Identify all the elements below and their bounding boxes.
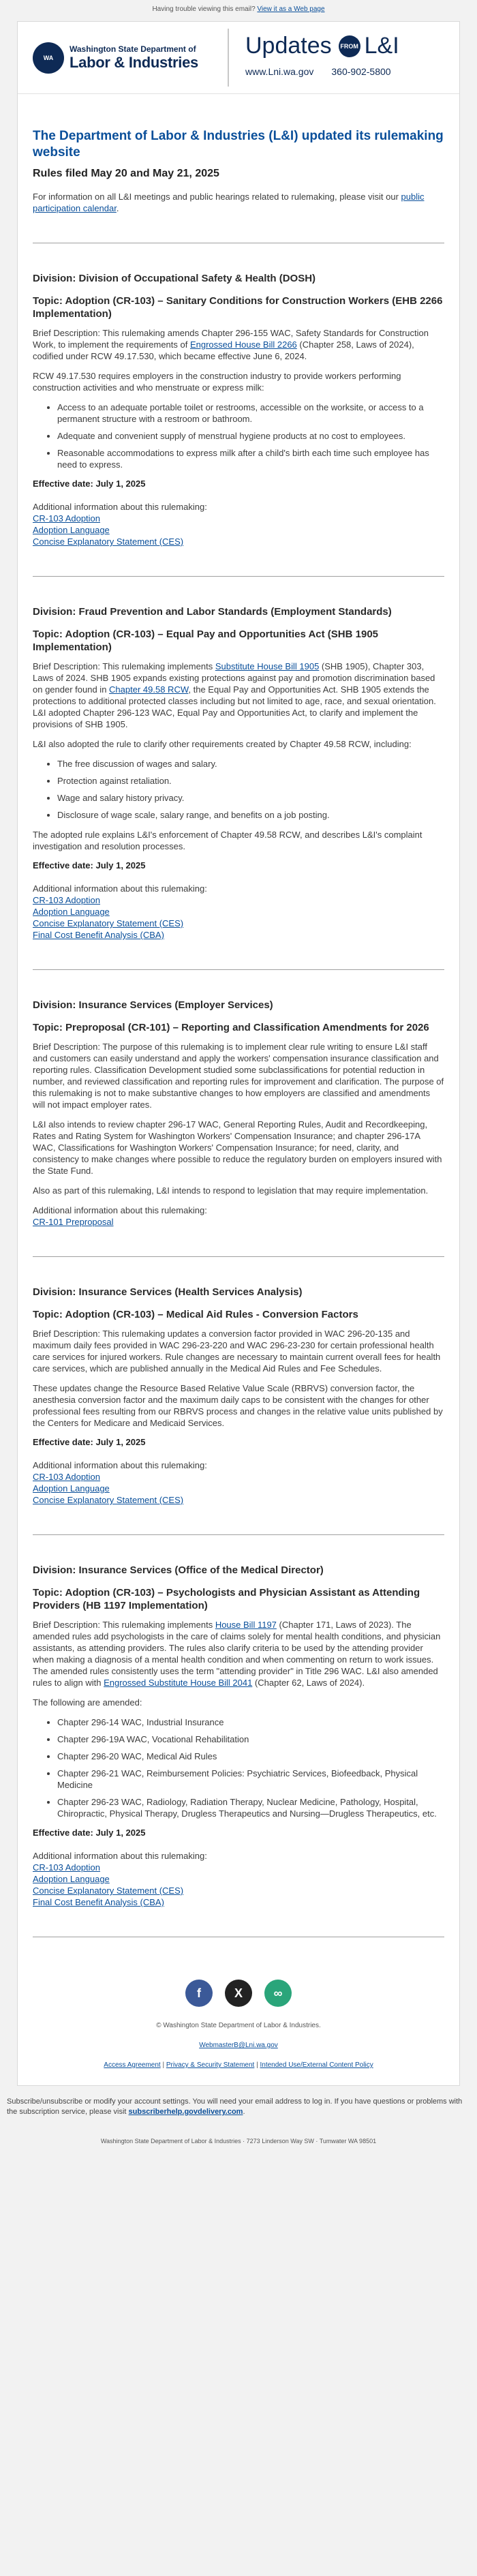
rule-section-employer-services xyxy=(33,999,444,1228)
page-title: The Department of Labor & Industries (L&I) updated its rulemaking website xyxy=(33,129,444,160)
resource-links xyxy=(33,1862,444,1908)
list-item: • Chapter 296-20 WAC, Medical Aid Rules xyxy=(57,1751,444,1762)
topic-heading: Topic: Adoption (CR-103) – Psychologists and Physician Assistant as Attending Providers (HB 1197 Implementation) xyxy=(33,1587,420,1611)
cr-103-adoption-link[interactable]: CR-103 Adoption xyxy=(33,513,101,524)
cr-103-adoption-link[interactable]: CR-103 Adoption xyxy=(33,1862,101,1873)
list-item: • Protection against retaliation. xyxy=(57,775,444,787)
topic-heading: Topic: Adoption (CR-103) – Equal Pay and Opportunities Act (SHB 1905 Implementation) xyxy=(33,628,378,653)
cr-101-preproposal-link[interactable]: CR-101 Preproposal xyxy=(33,1217,114,1227)
division-heading: Division: Fraud Prevention and Labor Standards (Employment Standards) xyxy=(33,606,392,618)
divider xyxy=(33,1256,444,1257)
email-container xyxy=(17,21,460,2086)
x-twitter-icon[interactable]: X xyxy=(225,1980,252,2007)
from-badge: FROM xyxy=(339,35,360,57)
phone-text: 360-902-5800 xyxy=(331,66,391,77)
webmaster-email-link[interactable]: WebmasterB@Lni.wa.gov xyxy=(199,2042,278,2049)
brief-description: Brief Description: This rulemaking amends Chapter 296-155 WAC, Safety Standards for Construction Work, to implement the requirements of Engrossed House Bill 2266 (Chapter 258, Laws of 2024), codified under RCW 49.17.530, which became effective June 6, 2024. xyxy=(33,328,429,361)
footer-links: Access Agreement | Privacy & Security Statement | Intended Use/External Content Policy xyxy=(104,2061,373,2069)
adoption-language-link[interactable]: Adoption Language xyxy=(33,525,110,535)
brief-description: Brief Description: This rulemaking implements Substitute House Bill 1905 (SHB 1905), Chapter 303, Laws of 2024. SHB 1905 expands existing protections against pay and promotion discrimination based on gender found in Chapter 49.58 RCW, the Equal Pay and Opportunities Act. SHB 1905 extends the protections to additional protected classes including but not limited to age, race, and sexual orientation. L&I adopted Chapter 296-123 WAC, Equal Pay and Opportunities Act, to clarify and implement the provisions of SHB 1905. xyxy=(33,661,436,729)
effective-date: Effective date: July 1, 2025 xyxy=(33,1828,146,1838)
resource-links xyxy=(33,513,444,547)
cba-link[interactable]: Final Cost Benefit Analysis (CBA) xyxy=(33,1897,164,1907)
updates-banner xyxy=(229,22,459,93)
li-title: L&I xyxy=(364,33,399,59)
divider xyxy=(33,969,444,970)
chapter-49-58-link[interactable]: Chapter 49.58 RCW xyxy=(109,684,189,695)
division-heading: Division: Division of Occupational Safety & Health (DOSH) xyxy=(33,273,316,284)
divider xyxy=(33,576,444,577)
list-item: • Reasonable accommodations to express milk after a child's birth each time such employee has need to express. xyxy=(57,447,444,470)
eshb-2041-link[interactable]: Engrossed Substitute House Bill 2041 xyxy=(104,1678,253,1688)
ces-link[interactable]: Concise Explanatory Statement (CES) xyxy=(33,1495,184,1505)
social-links xyxy=(18,1937,459,2022)
section-paragraph: RCW 49.17.530 requires employers in the construction industry to provide workers performing construction activities and who menstruate or express milk: xyxy=(33,371,401,393)
division-heading: Division: Insurance Services (Health Services Analysis) xyxy=(33,1286,303,1298)
list-item: • Chapter 296-21 WAC, Reimbursement Policies: Psychiatric Services, Biofeedback, Physical Medicine xyxy=(57,1768,444,1791)
email-footer xyxy=(18,2022,459,2085)
link-icon[interactable]: ∞ xyxy=(264,1980,292,2007)
rule-section-dosh xyxy=(33,272,444,547)
intended-use-link[interactable]: Intended Use/External Content Policy xyxy=(260,2061,373,2069)
list-item: • Access to an adequate portable toilet or restrooms, accessible on the worksite, or access to a permanent structure with a restroom or bathroom. xyxy=(57,401,444,425)
email-header xyxy=(18,22,459,94)
list-item: • Adequate and convenient supply of menstrual hygiene products at no cost to employees. xyxy=(57,430,444,442)
list-item: • Chapter 296-23 WAC, Radiology, Radiation Therapy, Nuclear Medicine, Pathology, Hospital, Chiropractic, Physical Therapy, Drugless Therapeutics and Nursing—Drugless Therapeutics, etc. xyxy=(57,1796,444,1819)
section-paragraph: L&I also intends to review chapter 296-17 WAC, General Reporting Rules, Audit and Recordkeeping, Rates and Rating System for Washington Workers' Compensation Insurance; and chapter 296-17A WAC, Classifications for Washington Workers' Compensation Insurance; for need, clarity, and consistency to make changes where possible to reduce the regulatory burden on employers insured with the State Fund. xyxy=(33,1119,442,1176)
additional-info-label: Additional information about this rulemaking: xyxy=(33,1205,207,1215)
web-view-bar xyxy=(0,0,477,21)
topic-heading: Topic: Preproposal (CR-101) – Reporting and Classification Amendments for 2026 xyxy=(33,1022,429,1033)
web-view-link[interactable]: View it as a Web page xyxy=(257,5,325,13)
rule-section-medical-director xyxy=(33,1564,444,1908)
section-paragraph: The adopted rule explains L&I's enforcement of Chapter 49.58 RCW, and describes L&I's complaint investigation and resolution processes. xyxy=(33,830,422,851)
rules-filed-heading: Rules filed May 20 and May 21, 2025 xyxy=(33,168,219,179)
adoption-language-link[interactable]: Adoption Language xyxy=(33,907,110,917)
website-text: www.Lni.wa.gov xyxy=(245,66,314,77)
copyright-text: © Washington State Department of Labor & Industries. xyxy=(156,2022,321,2029)
section-paragraph: The following are amended: xyxy=(33,1697,142,1708)
topic-heading: Topic: Adoption (CR-103) – Medical Aid Rules - Conversion Factors xyxy=(33,1309,358,1320)
cr-103-adoption-link[interactable]: CR-103 Adoption xyxy=(33,895,101,905)
division-heading: Division: Insurance Services (Employer Services) xyxy=(33,999,273,1011)
section-paragraph: Also as part of this rulemaking, L&I intends to respond to legislation that may require implementation. xyxy=(33,1185,429,1196)
additional-info-label: Additional information about this rulemaking: xyxy=(33,502,207,512)
cr-103-adoption-link[interactable]: CR-103 Adoption xyxy=(33,1472,101,1482)
additional-info-label: Additional information about this rulemaking: xyxy=(33,1851,207,1861)
list-item: • The free discussion of wages and salary. xyxy=(57,758,444,770)
brand-line-2: Labor & Industries xyxy=(70,53,198,71)
list-item: • Wage and salary history privacy. xyxy=(57,792,444,804)
adoption-language-link[interactable]: Adoption Language xyxy=(33,1874,110,1884)
resource-links xyxy=(33,1471,444,1506)
effective-date: Effective date: July 1, 2025 xyxy=(33,1437,146,1447)
ehb-2266-link[interactable]: Engrossed House Bill 2266 xyxy=(189,339,297,350)
resource-links xyxy=(33,1216,444,1228)
brief-description: Brief Description: The purpose of this rulemaking is to implement clear rule writing to ensure L&I staff and customers can easily understand and apply the workers' compensation insurance classification and reporting rules. Classification Development studied some subclassifications for potential reduction in number, and reviewed classification and reporting rules for improvement and clarification. The purpose of this rulemaking is not to make substantive changes to how employers are classified and amendments will not impact employer rates. xyxy=(33,1042,444,1110)
requirements-list xyxy=(33,758,444,821)
li-logo[interactable] xyxy=(18,29,229,87)
additional-info-label: Additional information about this rulemaking: xyxy=(33,1460,207,1470)
web-view-prefix: Having trouble viewing this email? xyxy=(152,5,256,13)
brand-line-1: Washington State Department of xyxy=(70,44,196,54)
rule-section-health-services xyxy=(33,1286,444,1506)
brief-description: Brief Description: This rulemaking updates a conversion factor provided in WAC 296-20-135 and maximum daily fees provided in WAC 296-23-220 and WAC 296-23-230 for certain professional health care services for injured workers. Rule changes are necessary to maintain current overall fees for health care services, which are published annually in the Medical Aid Rules and Fee Schedules. xyxy=(33,1329,441,1374)
shb-1905-link[interactable]: Substitute House Bill 1905 xyxy=(215,661,320,671)
access-agreement-link[interactable]: Access Agreement xyxy=(104,2061,161,2069)
effective-date: Effective date: July 1, 2025 xyxy=(33,860,146,870)
privacy-security-link[interactable]: Privacy & Security Statement xyxy=(166,2061,255,2069)
brief-description: Brief Description: This rulemaking implements House Bill 1197 (Chapter 171, Laws of 2023). The amended rules add psychologists in the care of claims solely for mental health conditions, and physician assistants, as attending providers. The rules also clarify criteria to be used by the attending provider when making a diagnosis of a mental health condition and when commenting on return to work issues. The amended rules consistently uses the term "attending provider" in Title 296 WAC. L&I also amended rules to align with Engrossed Substitute House Bill 2041 (Chapter 62, Laws of 2024). xyxy=(33,1620,441,1688)
resource-links xyxy=(33,894,444,941)
effective-date: Effective date: July 1, 2025 xyxy=(33,479,146,489)
updates-title: Updates xyxy=(245,33,332,59)
state-seal-icon: WA xyxy=(33,42,64,74)
ces-link[interactable]: Concise Explanatory Statement (CES) xyxy=(33,536,184,547)
ces-link[interactable]: Concise Explanatory Statement (CES) xyxy=(33,918,184,928)
email-body xyxy=(18,94,459,1937)
divider xyxy=(33,1534,444,1535)
rule-section-equal-pay xyxy=(33,605,444,941)
facebook-icon[interactable]: f xyxy=(185,1980,213,2007)
adoption-language-link[interactable]: Adoption Language xyxy=(33,1483,110,1494)
division-heading: Division: Insurance Services (Office of the Medical Director) xyxy=(33,1564,324,1576)
cba-link[interactable]: Final Cost Benefit Analysis (CBA) xyxy=(33,930,164,940)
section-paragraph: These updates change the Resource Based Relative Value Scale (RBRVS) conversion factor, the anesthesia conversion factor and the maximum daily caps to be consistent with the changes for other professional fees resulting from our RBRVS process and changes in the relative value units published by the Centers for Medicare and Medicaid Services. xyxy=(33,1383,443,1428)
public-calendar-link[interactable]: public participation calendar xyxy=(33,192,425,213)
postal-address: Washington State Department of Labor & Industries · 7273 Linderson Way SW · Tumwater WA 98501 xyxy=(100,2138,377,2145)
subscriber-help-link[interactable]: subscriberhelp.govdelivery.com xyxy=(128,2108,243,2116)
topic-heading: Topic: Adoption (CR-103) – Sanitary Conditions for Construction Workers (EHB 2266 Implementation) xyxy=(33,295,443,320)
intro-text: For information on all L&I meetings and public hearings related to rulemaking, please visit our public participation calendar. xyxy=(33,192,425,213)
list-item: • Chapter 296-14 WAC, Industrial Insurance xyxy=(57,1716,444,1728)
section-paragraph: L&I also adopted the rule to clarify other requirements created by Chapter 49.58 RCW, including: xyxy=(33,739,412,749)
list-item: • Chapter 296-19A WAC, Vocational Rehabilitation xyxy=(57,1733,444,1745)
list-item: • Disclosure of wage scale, salary range, and benefits on a job posting. xyxy=(57,809,444,821)
requirements-list xyxy=(33,401,444,470)
hb-1197-link[interactable]: House Bill 1197 xyxy=(215,1620,277,1630)
additional-info-label: Additional information about this rulemaking: xyxy=(33,883,207,894)
subscription-info: Subscribe/unsubscribe or modify your account settings. You will need your email address to log in. If you have questions or problems with the subscription service, please visit subscriberhelp.govdelivery.com. xyxy=(7,2097,463,2116)
amended-chapters-list xyxy=(33,1716,444,1819)
ces-link[interactable]: Concise Explanatory Statement (CES) xyxy=(33,1885,184,1896)
